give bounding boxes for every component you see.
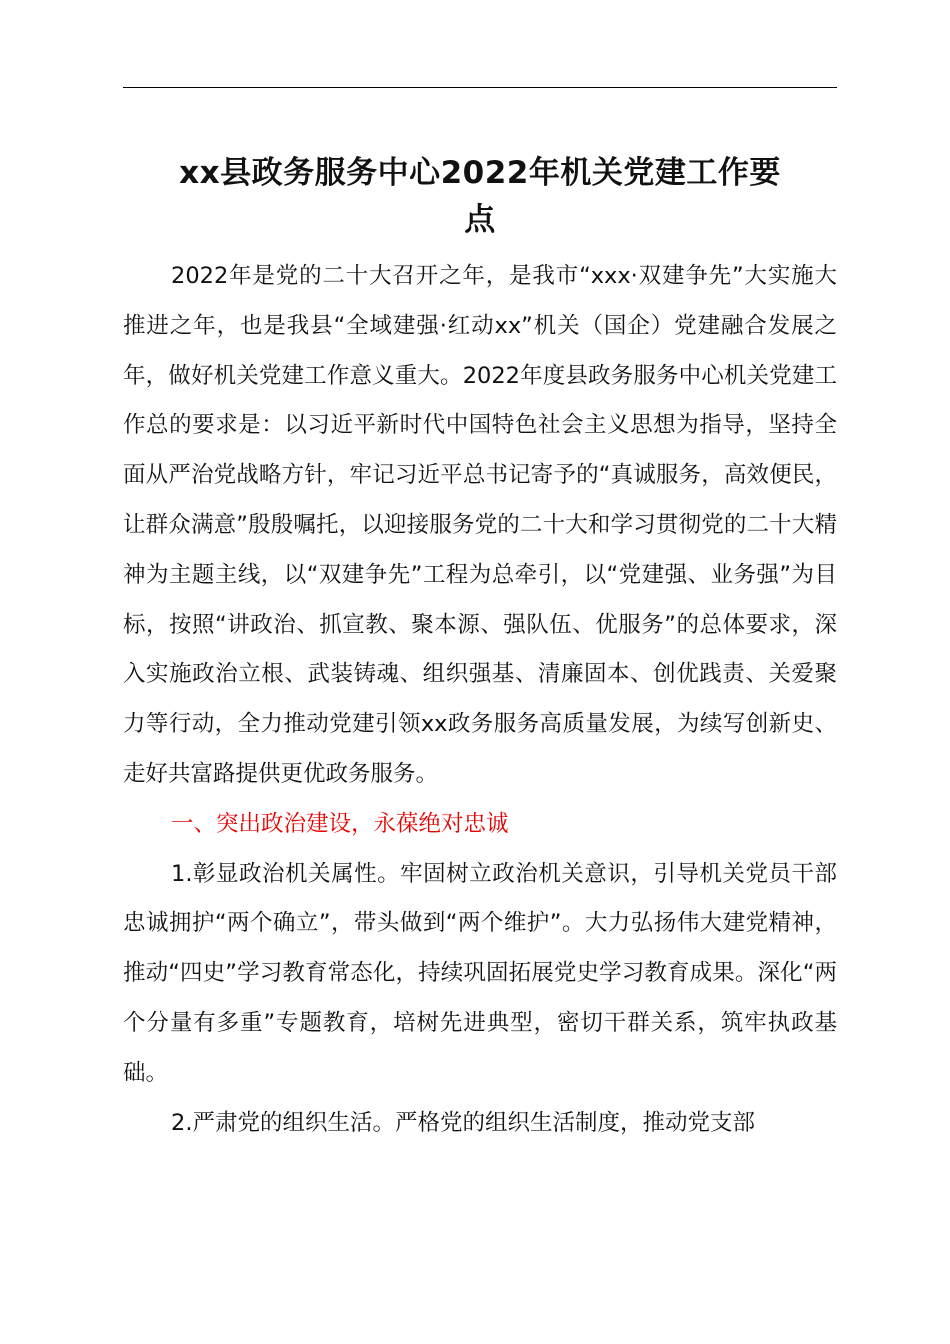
- item-1-paragraph: 1.彰显政治机关属性。牢固树立政治机关意识，引导机关党员干部忠诚拥护“两个确立”，带头做到“两个维护”。大力弘扬伟大建党精神，推动“四史”学习教育常态化，持续巩固拓展党史学习教育成果。深化“两个分量有多重”专题教育，培树先进典型，密切干群关系，筑牢执政基础。: [123, 860, 837, 1086]
- header-rule: [123, 87, 837, 88]
- section-1-heading: 一、突出政治建设，永葆绝对忠诚: [171, 810, 509, 837]
- item-2-paragraph: 2.严肃党的组织生活。严格党的组织生活制度，推动党支部: [171, 1109, 755, 1136]
- document-body: [123, 252, 837, 1148]
- intro-paragraph: 2022年是党的二十大召开之年，是我市“xxx·双建争先”大实施大推进之年，也是我县“全域建强·红动xx”机关（国企）党建融合发展之年，做好机关党建工作意义重大。2022年度县政务服务中心机关党建工作总的要求是：以习近平新时代中国特色社会主义思想为指导，坚持全面从严治党战略方针，牢记习近平总书记寄予的“真诚服务，高效便民，让群众满意”殷殷嘱托，以迎接服务党的二十大和学习贯彻党的二十大精神为主题主线，以“双建争先”工程为总牵引，以“党建强、业务强”为目标，按照“讲政治、抓宣教、聚本源、强队伍、优服务”的总体要求，深入实施政治立根、武装铸魂、组织强基、清廉固本、创优践责、关爱聚力等行动，全力推动党建引领xx政务服务高质量发展，为续写创新史、走好共富路提供更优政务服务。: [123, 263, 837, 787]
- title-line-2: 点: [464, 202, 496, 238]
- title-line-1: xx县政务服务中心2022年机关党建工作要: [179, 155, 781, 191]
- document-title: [123, 150, 837, 244]
